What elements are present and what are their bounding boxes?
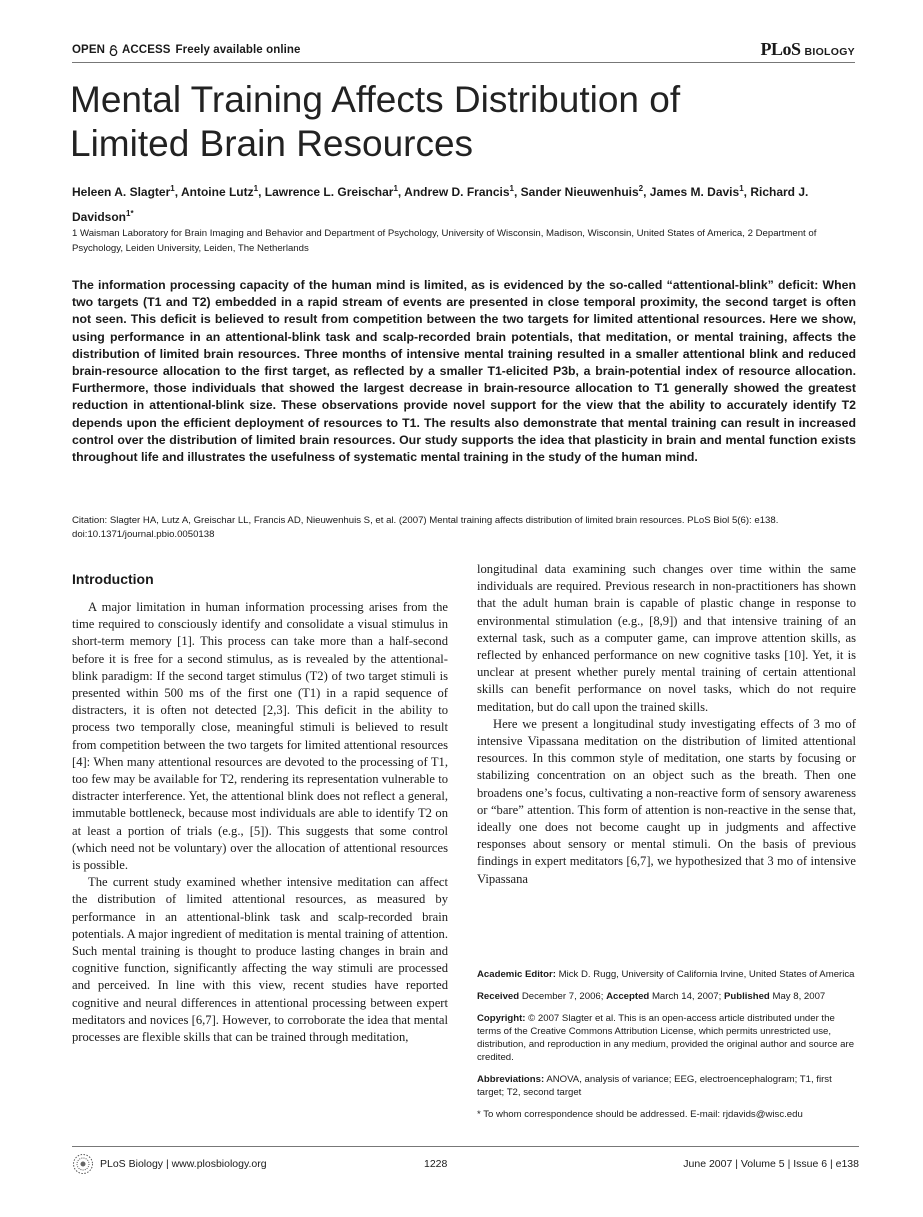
copyright: Copyright: © 2007 Slagter et al. This is an open-access article distributed under the terms of the Creative Commons Attribution License, which permits unrestricted use, distribution, and reproduction in any medium, provided the original author and source are credited. (477, 1013, 855, 1063)
author (265, 185, 398, 199)
author (72, 185, 175, 199)
left-column (72, 567, 448, 1046)
author-list: Heleen A. Slagter$^1$, Antoine Lutz$^1$, Lawrence L. Greischar$^1$, Andrew D. Francis$^1$, Sander Nieuwenhuis$^2$, James M. Davis$^1$, Richard J. Davidson$^{1*}$ (72, 184, 809, 224)
header-divider (72, 62, 855, 63)
open-label: OPEN (72, 44, 105, 56)
author-name: Sander Nieuwenhuis (520, 185, 639, 199)
author-name: Andrew D. Francis (404, 185, 510, 199)
author-affiliation-marker: 1 (509, 184, 514, 193)
academic-editor: Academic Editor: Mick D. Rugg, University of California Irvine, United States of America (477, 969, 855, 980)
author-affiliation-marker: 1 (393, 184, 398, 193)
abstract: The information processing capacity of the human mind is limited, as is evidenced by the so-called “attentional-blink” deficit: When two targets (T1 and T2) embedded in a rapid stream of events are presented in close temporal proximity, the second target is often not seen. This deficit is believed to result from competition between the two targets for limited attentional resources. Here we show, using performance in an attentional-blink task and scalp-recorded brain potentials, that meditation, or mental training, affects the distribution of limited brain resources. Three months of intensive mental training resulted in a smaller attentional blink and reduced brain-resource allocation to the first target, as reflected by a smaller T1-elicited P3b, a brain-potential index of resource allocation. Furthermore, those individuals that showed the largest decrease in brain-resource allocation to T1 generally showed the greatest reduction in attentional-blink size. These observations provide novel support for the view that the ability to accurately identify T2 depends upon the efficient deployment of resources to T1. The results also demonstrate that mental training can result in increased control over the distribution of limited brain resources. Our study supports the idea that plasticity in brain and mental function exists throughout life and illustrates the usefulness of systematic mental training in the study of the human mind. (72, 278, 856, 465)
article-info-box (477, 968, 859, 1130)
footer-journal[interactable]: PLoS Biology | www.plosbiology.org (100, 1158, 267, 1170)
author-name: James M. Davis (649, 185, 740, 199)
correspondence-email-link[interactable]: * To whom correspondence should be addressed. E-mail: rjdavids@wisc.edu (477, 1109, 803, 1120)
author-name: Richard J. Davidson (72, 185, 809, 224)
author-affiliation-marker: 1 (170, 184, 175, 193)
footer-divider (72, 1146, 859, 1147)
body-paragraph: longitudinal data examining such changes over time within the same individuals are required. Previous research in non-practitioners has shown that the adult human brain is capable of plastic change in response to environmental stimulation (e.g., [8,9]) and that intensive training of an external task, such as a computer game, can improve attention skills, as reflected by enhanced performance on new cognitive tasks [10]. Yet, it is unclear at present whether purely mental training of certain attentional skills can benefit performance on novel tasks, which do not require meditation, but do call upon the trained skills. (477, 562, 856, 714)
open-access-banner (72, 44, 301, 56)
page-footer (72, 1153, 859, 1175)
author-affiliation-marker: 1 (253, 184, 259, 193)
abbreviations: Abbreviations: ANOVA, analysis of variance; EEG, electroencephalogram; T1, first target; T2, second target (477, 1074, 832, 1098)
author-name: Antoine Lutz (180, 185, 254, 199)
body-paragraph: The current study examined whether intensive meditation can affect the distribution of limited attentional resources, as measured by performance in an attentional-blink task and scalp-recorded brain potentials. A major ingredient of meditation is mental training of attention. Such mental training is thought to produce lasting changes in brain and cognitive function, significantly affecting the way stimuli are processed and perceived. In line with this view, recent studies have reported cognitive and neural differences in attentional processing between expert meditators and novices [6,7]. However, to corroborate the idea that mental processes are flexible skills that can be trained through meditation, (72, 875, 448, 1045)
journal-section: BIOLOGY (804, 46, 855, 58)
author (521, 185, 643, 199)
author-name: Lawrence L. Greischar (264, 185, 394, 199)
author-affiliation-marker: 2 (638, 184, 644, 193)
correspondence (477, 1108, 859, 1121)
section-heading-introduction: Introduction (72, 571, 154, 587)
open-lock-icon (109, 45, 118, 56)
author-affiliation-marker: 1 (739, 184, 744, 193)
page-number: 1228 (424, 1158, 448, 1170)
article-title: Mental Training Affects Distribution of Limited Brain Resources (70, 79, 681, 164)
author (650, 185, 744, 199)
journal-brand (760, 39, 855, 60)
body-paragraph: A major limitation in human information processing arises from the time required to consciously identify and consolidate a visual stimulus in short-term memory [1]. This process can take more than a half-second before it is free for a second stimulus, as is revealed by the attentional-blink paradigm: If the second target stimulus (T2) of two target stimuli is presented within 500 ms of the first one (T1) in a rapid sequence of distracters, it is often not detected [2,3]. This deficit in the ability to process two temporally close, meaningful stimuli is believed to result from competition between the two targets for limited attentional resources [4]: When many attentional resources are devoted to the processing of T1, too few may be available for T2, rendering its representation vulnerable to distracter interference. Yet, the attentional blink does not reflect a general, immutable bottleneck, because most individuals are able to identify T2 on at least a portion of trials (e.g., [5]). This suggests that some control (which need not be voluntary) over the allocation of attentional resources is possible. (72, 600, 448, 873)
plos-seal-icon (72, 1153, 94, 1175)
author-name: Heleen A. Slagter (72, 185, 171, 199)
freely-available-label: Freely available online (175, 44, 301, 56)
body-paragraph: Here we present a longitudinal study investigating effects of 3 mo of intensive Vipassana meditation on the distribution of limited attentional resources. In this common style of meditation, one starts by focusing or stabilizing concentration on an object such as the breath. Then one broadens one’s focus, cultivating a non-reactive form of sensory awareness or “bare” attention. This form of attention is non-reactive in the sense that, ideally one does not become caught up in judgments and affective responses about sensory or mental stimuli. On the basis of previous findings in expert meditators [6,7], we hypothesized that 3 mo of intensive Vipassana (477, 716, 856, 886)
affiliations: 1 Waisman Laboratory for Brain Imaging and Behavior and Department of Psychology, University of Wisconsin, Madison, Wisconsin, United States of America, 2 Department of Psychology, Leiden University, Leiden, The Netherlands (72, 228, 817, 254)
author-affiliation-marker: 1* (126, 209, 134, 218)
plos-logo: PLoS (760, 39, 801, 59)
access-label: ACCESS (122, 44, 171, 56)
author (404, 185, 514, 199)
author (181, 185, 258, 199)
issue-info: June 2007 | Volume 5 | Issue 6 | e138 (683, 1158, 859, 1170)
citation: Citation: Slagter HA, Lutz A, Greischar LL, Francis AD, Nieuwenhuis S, et al. (2007) Mental training affects distribution of limited brain resources. PLoS Biol 5(6): e138. doi:10.1371/journal.pbio.0050138 (72, 515, 779, 540)
right-column (477, 561, 856, 888)
publication-dates: Received December 7, 2006; Accepted March 14, 2007; Published May 8, 2007 (477, 991, 826, 1002)
